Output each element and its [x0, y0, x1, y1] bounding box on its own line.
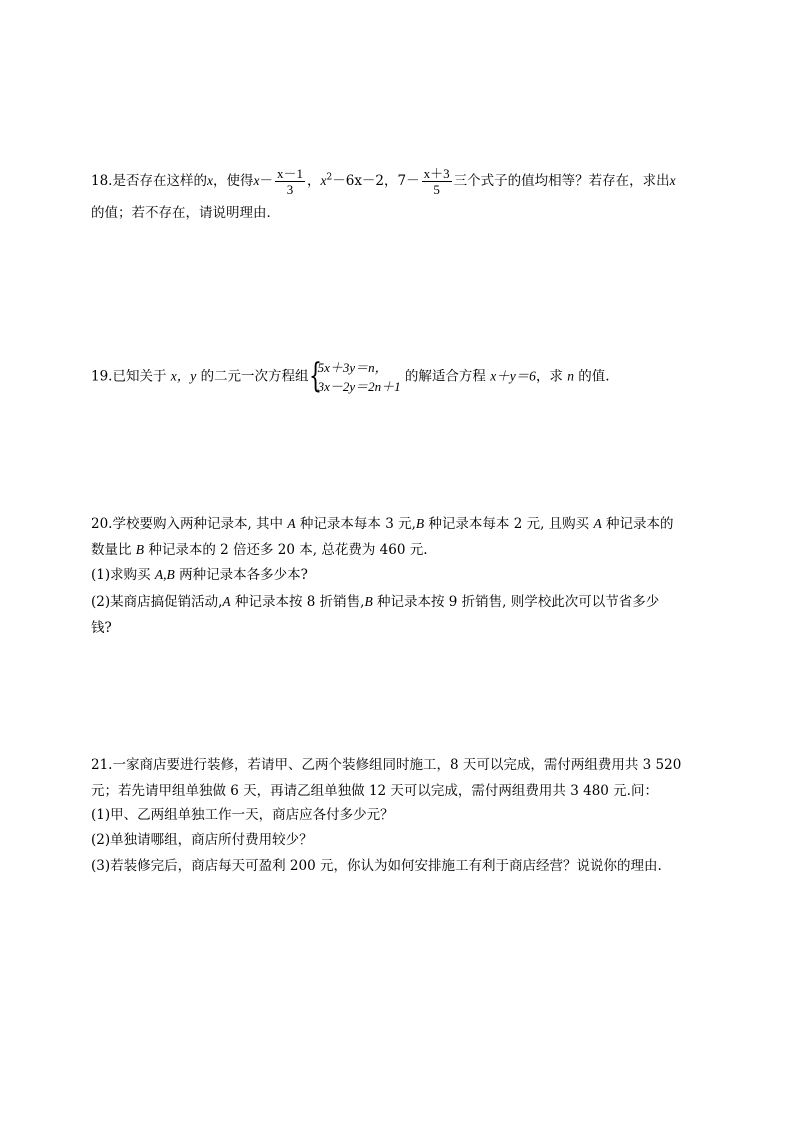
- q18-frac1-denominator: 3: [286, 182, 294, 197]
- q20-l4-b: 种记录本按 8 折销售,: [234, 594, 365, 610]
- q18-frac2-numerator: x＋3: [423, 166, 450, 181]
- q20-l1-c: 种记录本每本 2 元, 且购买: [428, 516, 590, 532]
- q19-end: 的值.: [578, 368, 610, 385]
- q20-l1-a: 20.学校要购入两种记录本, 其中: [91, 516, 284, 532]
- q20-var-b-2: B: [135, 542, 145, 557]
- question-21-line-2: 元；若先请甲组单独做 6 天，再请乙组单独做 12 天可以完成，需付两组费用共 3 480 元.问：: [91, 783, 658, 799]
- q19-equation-3: x＋y＝6: [490, 368, 536, 384]
- q19-var-n: n: [567, 368, 574, 384]
- q18-var-x-3: x: [669, 173, 676, 188]
- question-20-line-1: [91, 514, 674, 534]
- q18-fraction-2: [422, 166, 452, 197]
- question-20-line-2: [91, 540, 428, 560]
- question-21-part-2: (2)单独请哪组，商店所付费用较少？: [91, 832, 313, 848]
- q20-var-a-1: A: [287, 516, 296, 531]
- q19-vars: x，y: [170, 368, 197, 384]
- q20-var-b-3: B: [364, 594, 373, 609]
- question-18-line-1: [91, 166, 676, 197]
- q18-sep-1: ，: [307, 173, 321, 189]
- question-21-line-1: 21.一家商店要进行装修，若请甲、乙两个装修组同时施工，8 天可以完成，需付两组费用共 3 520: [91, 757, 682, 773]
- question-21-part-1: (1)甲、乙两组单独工作一天，商店应各付多少元？: [91, 807, 394, 823]
- q19-mid: 的二元一次方程组: [200, 368, 309, 385]
- q19-equation-1: 5x＋3y＝n，: [317, 360, 388, 375]
- q19-lead: 19.已知关于: [91, 368, 167, 385]
- q20-l4-a: (2)某商店搞促销活动,: [91, 594, 223, 610]
- q20-l4-c: 种记录本按 9 折销售, 则学校此次可以节省多少: [376, 594, 660, 610]
- q18-frac1-numerator: x－1: [276, 166, 303, 181]
- q20-l2-b: 种记录本的 2 倍还多 20 本, 总花费为 460 元.: [148, 542, 428, 558]
- question-20-part-2: [91, 592, 659, 612]
- q20-var-b-1: B: [415, 516, 425, 531]
- q19-after: 的解适合方程: [404, 368, 486, 385]
- q18-expr2-exponent: 2: [326, 172, 333, 183]
- q18-comma: ，使得: [212, 173, 254, 189]
- question-20-part-1: [91, 565, 308, 585]
- q20-var-a-3: A: [222, 594, 231, 609]
- q20-l1-b: 种记录本每本 3 元,: [299, 516, 416, 532]
- q19-equation-2: 3x－2y＝2n＋1: [317, 379, 401, 394]
- question-21-part-3: (3)若装修完后，商店每天可盈利 200 元，你认为如何安排施工有利于商店经营？说说你的理由.: [91, 858, 662, 874]
- q18-var-x: x: [206, 173, 213, 188]
- q20-var-a-2: A: [593, 516, 602, 531]
- q18-tail: 三个式子的值均相等？若存在，求出: [453, 173, 670, 189]
- q18-sep-2: ，7－: [384, 173, 420, 189]
- q18-var-x-2: x: [253, 173, 260, 188]
- q20-vars-ab: A,B: [154, 567, 175, 582]
- q18-minus: －: [259, 173, 273, 189]
- q20-l3-b: 两种记录本各多少本?: [179, 567, 308, 583]
- q18-frac2-denominator: 5: [433, 182, 440, 197]
- q20-l3-a: (1)求购买: [91, 567, 151, 583]
- q18-expr2-base: x: [320, 173, 327, 188]
- q18-expr2-rest: －6x－2: [332, 173, 385, 189]
- q20-l1-d: 种记录本的: [606, 516, 674, 532]
- q19-after-2: ，求: [535, 368, 563, 385]
- question-20-part-2-cont: 钱?: [91, 620, 112, 636]
- question-19-line: [91, 358, 610, 396]
- q20-l2-a: 数量比: [91, 542, 132, 558]
- question-18-line-2: 的值；若不存在，请说明理由．: [91, 205, 280, 221]
- q19-equation-system: [309, 358, 401, 396]
- q18-fraction-1: [275, 166, 305, 197]
- q18-lead: 18.是否存在这样的: [91, 173, 207, 189]
- left-brace-icon: {: [308, 356, 322, 396]
